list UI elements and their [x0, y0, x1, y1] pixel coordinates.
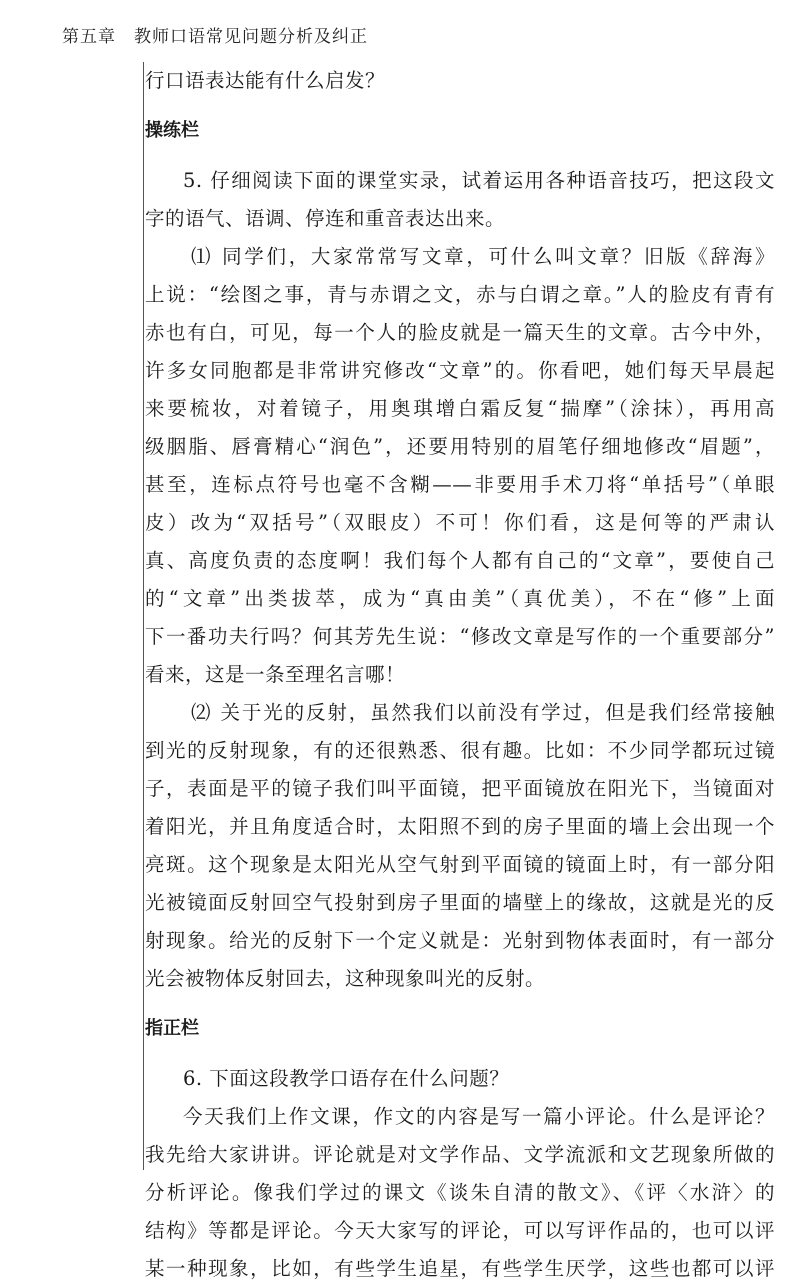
paragraph-line: 赤也有白，可见，每一个人的脸皮就是一篇天生的文章。古今中外，: [145, 321, 775, 344]
paragraph-line: 6. 下面这段教学口语存在什么问题？: [183, 1067, 510, 1090]
paragraph-line: 许多女同胞都是非常讲究修改“文章”的。你看吧，她们每天早晨起: [145, 359, 775, 382]
paragraph-line: 射现象。给光的反射下一个定义就是：光射到物体表面时，有一部分: [145, 929, 775, 952]
paragraph-line: 某一种现象，比如，有些学生追星，有些学生厌学，这些也都可以评: [145, 1257, 775, 1280]
paragraph-line: 上说：“绘图之事，青与赤谓之文，赤与白谓之章。”人的脸皮有青有: [145, 283, 775, 306]
paragraph-line: 甚至，连标点符号也毫不含糊——非要用手术刀将“单括号”（单眼: [145, 473, 775, 496]
paragraph-line: 皮）改为“双括号”（双眼皮）不可！你们看，这是何等的严肃认: [145, 511, 775, 534]
paragraph-line: 真、高度负责的态度啊！我们每个人都有自己的“文章”，要使自己: [145, 549, 775, 572]
paragraph-line: 到光的反射现象，有的还很熟悉、很有趣。比如：不少同学都玩过镜: [145, 739, 775, 762]
paragraph-line: 5. 仔细阅读下面的课堂实录，试着运用各种语音技巧，把这段文: [183, 169, 775, 192]
paragraph-line: 我先给大家讲讲。评论就是对文学作品、文学流派和文艺现象所做的: [145, 1143, 775, 1166]
page-body: [145, 62, 775, 1288]
paragraph-line: 分析评论。像我们学过的课文《谈朱自清的散文》、《评〈水浒〉的: [145, 1181, 775, 1204]
chapter-number: 第五章: [62, 27, 116, 47]
paragraph-line: 下一番功夫行吗？何其芳先生说：“修改文章是写作的一个重要部分”: [145, 625, 775, 648]
paragraph-line: 行口语表达能有什么启发？: [145, 69, 386, 92]
paragraph-line: 子，表面是平的镜子我们叫平面镜，把平面镜放在阳光下，当镜面对: [145, 777, 775, 800]
paragraph-line: 亮斑。这个现象是太阳光从空气射到平面镜的镜面上时，有一部分阳: [145, 853, 775, 876]
section-heading-practice: 操练栏: [145, 120, 199, 141]
paragraph-line: 光会被物体反射回去，这种现象叫光的反射。: [145, 967, 546, 990]
paragraph-line: 的“文章”出类拔萃，成为“真由美”（真优美），不在“修”上面: [145, 587, 775, 610]
paragraph-line: 着阳光，并且角度适合时，太阳照不到的房子里面的墙上会出现一个: [145, 815, 775, 838]
paragraph-line: ⑵ 关于光的反射，虽然我们以前没有学过，但是我们经常接触: [191, 701, 775, 724]
paragraph-line: 结构》等都是评论。今天大家写的评论，可以写评作品的，也可以评: [145, 1219, 775, 1242]
paragraph-line: 今天我们上作文课，作文的内容是写一篇小评论。什么是评论？: [183, 1105, 775, 1128]
paragraph-line: 来要梳妆，对着镜子，用奥琪增白霜反复“揣摩”（涂抹），再用高: [145, 397, 775, 420]
paragraph-line: 字的语气、语调、停连和重音表达出来。: [145, 207, 506, 230]
chapter-title: 教师口语常见问题分析及纠正: [134, 27, 368, 47]
paragraph-line: 光被镜面反射回空气投射到房子里面的墙壁上的缘故，这就是光的反: [145, 891, 775, 914]
margin-rule: [143, 62, 144, 1170]
section-heading-correction: 指正栏: [145, 1018, 199, 1039]
paragraph-line: 看来，这是一条至理名言哪！: [145, 663, 406, 686]
paragraph-line: ⑴ 同学们，大家常常写文章，可什么叫文章？旧版《辞海》: [191, 245, 775, 268]
running-header: [62, 22, 368, 47]
paragraph-line: 级胭脂、唇膏精心“润色”，还要用特别的眉笔仔细地修改“眉题”，: [145, 435, 775, 458]
